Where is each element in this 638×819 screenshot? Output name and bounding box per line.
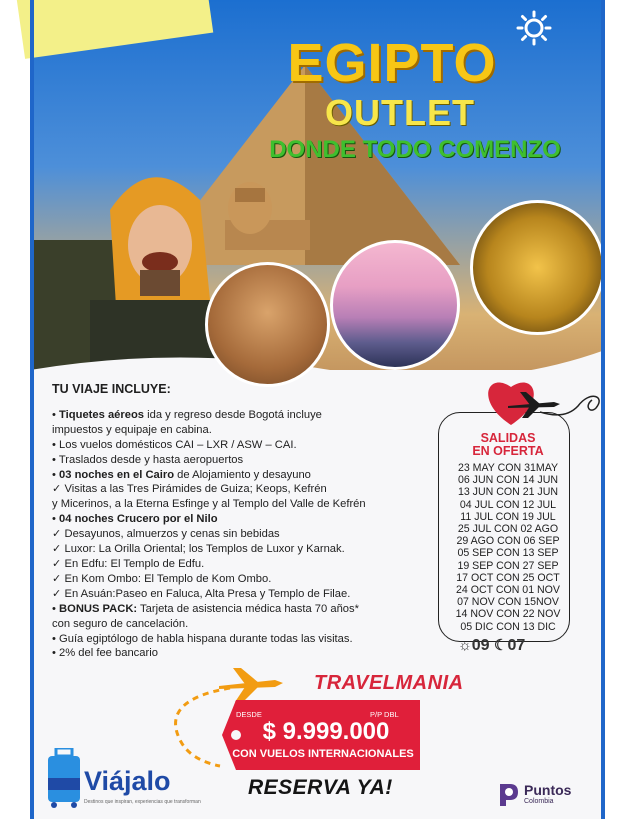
title-outlet: OUTLET bbox=[325, 92, 475, 133]
includes-item bbox=[52, 646, 442, 661]
includes-item-text: Visitas a las Tres Pirámides de Guiza; Keops, Kefrén bbox=[61, 483, 327, 496]
departure-date: 05 DIC CON 13 DIC bbox=[460, 620, 556, 633]
includes-item-text: 2% del fee bancario bbox=[55, 647, 158, 660]
includes-item bbox=[52, 438, 442, 453]
includes-item-highlight: BONUS PACK: bbox=[59, 602, 138, 615]
abu-simbel-photo bbox=[205, 262, 330, 387]
departure-date: 11 JUL CON 19 JUL bbox=[460, 510, 556, 523]
includes-item-text: y Micerinos, a la Eterna Esfinge y al Templo del Valle de Kefrén bbox=[52, 498, 366, 511]
departure-date: 13 JUN CON 21 JUN bbox=[457, 486, 559, 499]
includes-bullet: • bbox=[52, 602, 56, 615]
includes-item bbox=[52, 587, 442, 602]
departure-date: 29 AGO CON 06 SEP bbox=[456, 535, 560, 548]
puntos-logo-icon bbox=[496, 780, 520, 808]
puntos-logo-sub: Colombia bbox=[524, 798, 554, 805]
tagline: DONDE TODO COMENZO bbox=[269, 136, 561, 163]
includes-item-text: de Alojamiento y desayuno bbox=[174, 468, 311, 481]
includes-item-text: En Kom Ombo: El Templo de Kom Ombo. bbox=[61, 572, 272, 585]
includes-bullet: ✓ bbox=[52, 587, 62, 600]
includes-item bbox=[52, 617, 442, 632]
includes-bullet: ✓ bbox=[52, 528, 62, 541]
includes-bullet: • bbox=[52, 468, 56, 481]
departure-date: 04 JUL CON 12 JUL bbox=[459, 498, 557, 511]
viajalo-logo-text: Viájalo bbox=[84, 766, 171, 796]
includes-item bbox=[52, 527, 442, 542]
includes-item bbox=[52, 453, 442, 468]
includes-bullet: • bbox=[52, 513, 56, 526]
includes-item bbox=[52, 572, 442, 587]
includes-item bbox=[52, 557, 442, 572]
sun-small-icon: ☼ bbox=[458, 637, 472, 654]
includes-item-text: Guía egiptólogo de habla hispana durante todas las visitas. bbox=[55, 632, 353, 645]
duration bbox=[458, 636, 558, 655]
departure-date: 24 OCT CON 01 NOV bbox=[455, 584, 560, 597]
price-note: CON VUELOS INTERNACIONALES bbox=[232, 748, 414, 760]
departure-date: 23 MAY CON 31MAY bbox=[457, 462, 559, 474]
cta-reserva[interactable]: RESERVA YA! bbox=[248, 776, 393, 799]
departure-date: 05 SEP CON 13 SEP bbox=[457, 547, 559, 560]
price-from-label: DESDE bbox=[236, 710, 262, 719]
includes-item bbox=[52, 468, 442, 483]
includes-bullet: ✓ bbox=[52, 543, 62, 556]
moon-icon: ☾ bbox=[494, 637, 508, 654]
includes-item-text: Tarjeta de asistencia médica hasta 70 años* bbox=[137, 602, 359, 615]
puntos-logo-text: Puntos bbox=[524, 782, 572, 798]
includes-item-highlight: 03 noches en el Cairo bbox=[59, 468, 175, 481]
departures-title-line2: EN OFERTA bbox=[472, 444, 544, 458]
includes-bullet: ✓ bbox=[52, 483, 62, 496]
viajalo-tagline: Destinos que inspiran, experiencias que transforman bbox=[84, 799, 201, 805]
title-egipto: EGIPTO bbox=[287, 33, 497, 93]
price-per-person-label: P/P DBL bbox=[370, 710, 399, 719]
nile-felucca-photo bbox=[330, 240, 460, 370]
includes-item-text: ida y regreso desde Bogotá incluye bbox=[144, 408, 322, 421]
includes-bullet: • bbox=[52, 647, 56, 660]
departures-title-line1: SALIDAS bbox=[480, 431, 536, 445]
includes-item-text: Los vuelos domésticos CAI – LXR / ASW – CAI. bbox=[55, 438, 297, 451]
includes-bullet: • bbox=[52, 408, 56, 421]
departure-date: 07 NOV CON 15NOV bbox=[457, 596, 559, 609]
includes-item-text: En Edfu: El Templo de Edfu. bbox=[61, 557, 205, 570]
tutankhamun-mask-photo bbox=[470, 200, 605, 335]
includes-item bbox=[52, 423, 442, 438]
agency-name: TRAVELMANIA bbox=[314, 672, 464, 694]
includes-item-highlight: Tiquetes aéreos bbox=[59, 408, 145, 421]
includes-item-text: Luxor: La Orilla Oriental; los Templos de Luxor y Karnak. bbox=[61, 543, 345, 556]
includes-item bbox=[52, 542, 442, 557]
sun-icon bbox=[516, 10, 552, 46]
includes-item bbox=[52, 512, 442, 527]
departures-title bbox=[438, 432, 578, 458]
includes-item-text: con seguro de cancelación. bbox=[52, 617, 189, 630]
departure-dates bbox=[443, 462, 573, 633]
includes-item bbox=[52, 497, 442, 512]
departure-date: 25 JUL CON 02 AGO bbox=[457, 523, 559, 536]
suitcase-icon bbox=[44, 748, 84, 808]
includes-bullet: ✓ bbox=[52, 557, 62, 570]
heart-line-icon bbox=[540, 382, 610, 422]
includes-item-text: impuestos y equipaje en cabina. bbox=[52, 423, 212, 436]
includes-bullet: • bbox=[52, 453, 56, 466]
includes-item-text: Desayunos, almuerzos y cenas sin bebidas bbox=[61, 528, 280, 541]
includes-title: TU VIAJE INCLUYE: bbox=[52, 382, 171, 396]
includes-item-text: En Asuán:Paseo en Faluca, Alta Presa y Templo de Filae. bbox=[61, 587, 351, 600]
includes-item bbox=[52, 408, 442, 423]
includes-item bbox=[52, 482, 442, 497]
includes-bullet: • bbox=[52, 632, 56, 645]
departure-date: 19 SEP CON 27 SEP bbox=[457, 559, 559, 572]
departure-date: 06 JUN CON 14 JUN bbox=[457, 474, 559, 487]
departure-date: 14 NOV CON 22 NOV bbox=[455, 608, 561, 621]
includes-item bbox=[52, 602, 442, 617]
includes-list bbox=[52, 382, 442, 661]
includes-item-highlight: 04 noches Crucero por el Nilo bbox=[59, 513, 218, 526]
airplane-orange-icon bbox=[215, 664, 285, 704]
days-count: 09 bbox=[471, 637, 490, 654]
includes-item-text: Traslados desde y hasta aeropuertos bbox=[55, 453, 244, 466]
price-value: $ 9.999.000 bbox=[262, 718, 390, 745]
includes-bullet: • bbox=[52, 438, 56, 451]
nights-count: 07 bbox=[507, 637, 526, 654]
includes-item bbox=[52, 632, 442, 647]
departure-date: 17 OCT CON 25 OCT bbox=[456, 571, 560, 584]
includes-bullet: ✓ bbox=[52, 572, 62, 585]
